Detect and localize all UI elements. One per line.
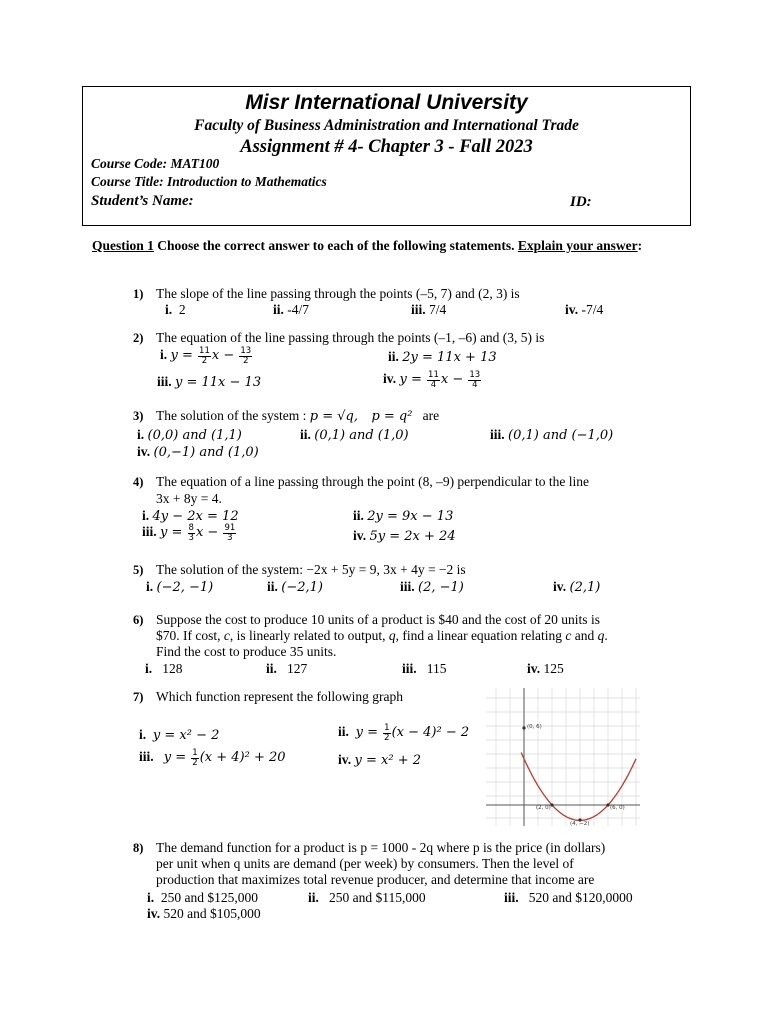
label-root-1: (2, 0) — [536, 805, 551, 811]
item-stem-line2: $70. If cost, c, is linearly related to output, q, find a linear equation relating c and q. — [156, 628, 608, 643]
option-iii: iii. y = $\frac{1}{2}$ (x + 4)² + 20 — [139, 748, 286, 768]
label-root-2: (6, 0) — [610, 805, 625, 811]
option-iii: iii. (0,1) and (−1,0) — [490, 427, 614, 443]
option-i: i. (0,0) and (1,1) — [137, 427, 242, 443]
option-iv: iv. 125 — [527, 661, 564, 676]
item-stem: The slope of the line passing through the points (–5, 7) and (2, 3) is — [156, 286, 520, 301]
header-box — [82, 86, 691, 226]
item-stem-line3: production that maximizes total revenue producer, and determine that income are — [156, 872, 595, 887]
option-iii: iii. (2, −1) — [400, 579, 464, 595]
option-iv: iv. (2,1) — [553, 579, 601, 595]
colon: : — [637, 238, 643, 253]
faculty-name: Faculty of Business Administration and International Trade — [194, 117, 579, 134]
option-iii: iii. 520 and $120,0000 — [504, 890, 633, 905]
id-label: ID: — [570, 194, 592, 210]
item-number: 7) — [133, 690, 144, 704]
item-stem: The solution of the system: −2x + 5y = 9, 3x + 4y = −2 is — [156, 562, 466, 577]
option-ii: ii. -4/7 — [273, 302, 310, 317]
option-ii: ii. (0,1) and (1,0) — [300, 427, 409, 443]
option-i: i. y = $\frac{11}{2}$ x − $\frac{13}{2}$ — [160, 346, 252, 366]
point-root-1 — [550, 803, 553, 806]
option-iv: iv. 5y = 2x + 24 — [353, 528, 456, 544]
course-title: Course Title: Introduction to Mathematics — [91, 174, 327, 189]
option-ii: ii. y = $\frac{1}{2}$ (x − 4)² − 2 — [338, 723, 470, 743]
university-name: Misr International University — [245, 91, 528, 114]
item-stem-line2: 3x + 8y = 4. — [156, 491, 222, 506]
option-ii: ii. 2y = 9x − 13 — [353, 508, 454, 524]
option-iv: iv. 520 and $105,000 — [147, 906, 261, 921]
option-i: i. 4y − 2x = 12 — [142, 508, 239, 524]
item-number: 3) — [133, 409, 144, 423]
option-ii: ii. 250 and $115,000 — [308, 890, 426, 905]
item-stem-line1: Suppose the cost to produce 10 units of a product is $40 and the cost of 20 units is — [156, 612, 600, 627]
option-iii: iii. 115 — [402, 661, 447, 676]
label-y-intercept: (0, 6) — [527, 724, 542, 730]
option-i: i. (−2, −1) — [146, 579, 214, 595]
item-number: 6) — [133, 613, 144, 627]
label-vertex: (4, −2) — [570, 821, 590, 826]
option-iv: iv. (0,−1) and (1,0) — [137, 444, 259, 460]
option-i: i. y = x² − 2 — [139, 727, 220, 743]
item-number: 4) — [133, 475, 144, 489]
item-stem: The solution of the system : p = √q, p = q² are — [156, 408, 440, 424]
option-iv: iv. -7/4 — [565, 302, 604, 317]
option-iii: iii. y = 11x − 13 — [157, 374, 262, 390]
student-name-label: Student’s Name: — [91, 193, 194, 209]
option-ii: ii. 2y = 11x + 13 — [388, 349, 497, 365]
option-i: i. 128 — [145, 661, 183, 676]
point-y-intercept — [522, 726, 525, 729]
question-label: Question 1 — [92, 238, 154, 253]
option-i: i. 250 and $125,000 — [147, 890, 259, 905]
item-number: 1) — [133, 287, 144, 301]
parabola-graph — [486, 688, 640, 826]
explain-instruction: Explain your answer — [517, 238, 638, 253]
option-iv: iv. y = x² + 2 — [338, 752, 421, 768]
item-stem-line2: per unit when q units are demand (per week) by consumers. Then the level of — [156, 856, 574, 871]
option-iii: iii. y = $\frac{8}{3}$ x − $\frac{91}{3}$ — [142, 523, 236, 543]
course-code: Course Code: MAT100 — [91, 156, 220, 171]
question-1-heading — [92, 237, 682, 254]
item-number: 8) — [133, 841, 144, 855]
item-stem-line3: Find the cost to produce 35 units. — [156, 644, 337, 659]
question-instruction: Choose the correct answer to each of the following statements. — [153, 238, 518, 253]
option-iii: iii. 7/4 — [411, 302, 447, 317]
item-stem: The equation of the line passing through the points (–1, –6) and (3, 5) is — [156, 330, 545, 345]
option-ii: ii. (−2,1) — [267, 579, 323, 595]
item-stem: Which function represent the following graph — [156, 689, 404, 704]
item-number: 5) — [133, 563, 144, 577]
option-ii: ii. 127 — [266, 661, 308, 676]
item-stem-line1: The demand function for a product is p = 1000 - 2q where p is the price (in dollars) — [156, 840, 606, 855]
option-iv: iv. y = $\frac{11}{4}$ x − $\frac{13}{4}$ — [383, 370, 481, 390]
item-number: 2) — [133, 331, 144, 345]
assignment-title: Assignment # 4- Chapter 3 - Fall 2023 — [240, 137, 533, 157]
option-i: i. 2 — [165, 302, 186, 317]
item-stem: The equation of a line passing through the point (8, –9) perpendicular to the line — [156, 474, 590, 489]
